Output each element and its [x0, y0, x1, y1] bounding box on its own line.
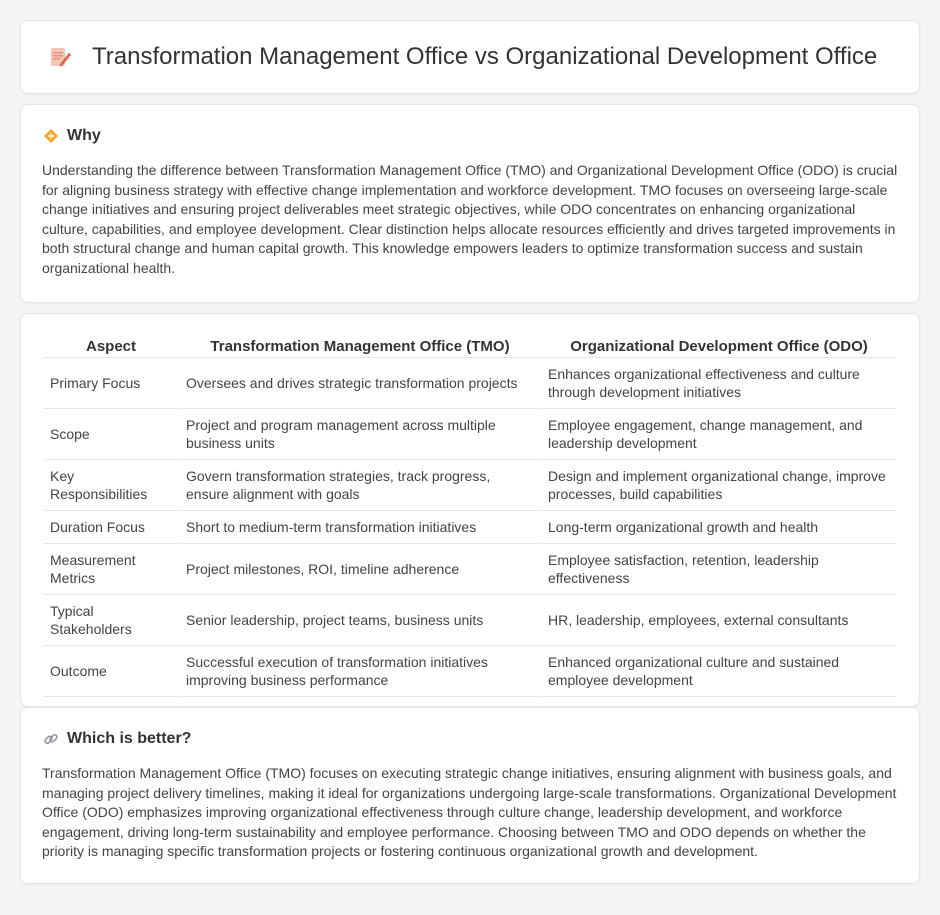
cell-aspect: Outcome — [44, 646, 178, 697]
table-row — [44, 409, 896, 460]
cell-aspect: Duration Focus — [44, 511, 178, 544]
header-odo: Organizational Development Office (ODO) — [542, 334, 896, 358]
cell-tmo: Govern transformation strategies, track progress, ensure alignment with goals — [180, 460, 540, 511]
header-tmo: Transformation Management Office (TMO) — [180, 334, 540, 358]
why-section — [20, 104, 920, 303]
better-text: Transformation Management Office (TMO) focuses on executing strategic change initiatives, ensuring alignment with business goals, and managing project delivery timelines, making it ideal for organizations undergoing large-scale transformations. Organizational Development Office (ODO) emphasizes improving organizational effectiveness through culture change, leadership development, and workforce engagement, driving long-term sustainability and employee performance. Choosing between TMO and ODO depends on whether the priority is managing specific transformation projects or fostering continuous organizational growth and development. — [42, 765, 897, 860]
cell-odo: Enhanced organizational culture and sustained employee development — [542, 646, 896, 697]
lightbulb-diamond-icon — [42, 127, 60, 145]
cell-tmo: Successful execution of transformation initiatives improving business performance — [180, 646, 540, 697]
table-row — [44, 460, 896, 511]
cell-aspect: Primary Focus — [44, 358, 178, 409]
cell-tmo: Project and program management across multiple business units — [180, 409, 540, 460]
table-row — [44, 646, 896, 697]
cell-tmo: Project milestones, ROI, timeline adherence — [180, 544, 540, 595]
table-row — [44, 595, 896, 646]
header-card — [20, 20, 920, 94]
table-row — [44, 358, 896, 409]
better-heading-row — [42, 730, 898, 748]
header-aspect: Aspect — [44, 334, 178, 358]
link-icon — [42, 730, 60, 748]
cell-tmo: Oversees and drives strategic transformation projects — [180, 358, 540, 409]
why-heading: Why — [67, 127, 101, 144]
cell-odo: Design and implement organizational change, improve processes, build capabilities — [542, 460, 896, 511]
better-section — [20, 707, 920, 884]
document-edit-icon — [46, 43, 74, 71]
cell-tmo: Senior leadership, project teams, business units — [180, 595, 540, 646]
cell-odo: Long-term organizational growth and health — [542, 511, 896, 544]
table-row — [44, 544, 896, 595]
cell-tmo: Short to medium-term transformation initiatives — [180, 511, 540, 544]
why-text: Understanding the difference between Transformation Management Office (TMO) and Organizational Development Office (ODO) is crucial for aligning business strategy with effective change implementation and workforce development. TMO focuses on overseeing large-scale change initiatives and ensuring project deliverables meet strategic objectives, while ODO concentrates on enhancing organizational culture, capabilities, and employee development. Clear distinction helps allocate resources efficiently and drives targeted improvements in both structural change and human capital growth. This knowledge empowers leaders to optimize transformation success and sustain organizational health. — [42, 162, 898, 276]
cell-aspect: Key Responsibilities — [44, 460, 178, 511]
cell-odo: Employee satisfaction, retention, leadership effectiveness — [542, 544, 896, 595]
cell-aspect: Measurement Metrics — [44, 544, 178, 595]
comparison-table-card — [20, 313, 920, 707]
cell-aspect: Scope — [44, 409, 178, 460]
table-header-row — [44, 334, 896, 358]
cell-odo: Employee engagement, change management, and leadership development — [542, 409, 896, 460]
why-heading-row — [42, 127, 898, 145]
better-heading: Which is better? — [67, 730, 192, 747]
cell-aspect: Typical Stakeholders — [44, 595, 178, 646]
table-row — [44, 511, 896, 544]
page-title: Transformation Management Office vs Organizational Development Office — [92, 43, 878, 70]
cell-odo: HR, leadership, employees, external consultants — [542, 595, 896, 646]
comparison-table — [42, 334, 898, 697]
cell-odo: Enhances organizational effectiveness and culture through development initiatives — [542, 358, 896, 409]
